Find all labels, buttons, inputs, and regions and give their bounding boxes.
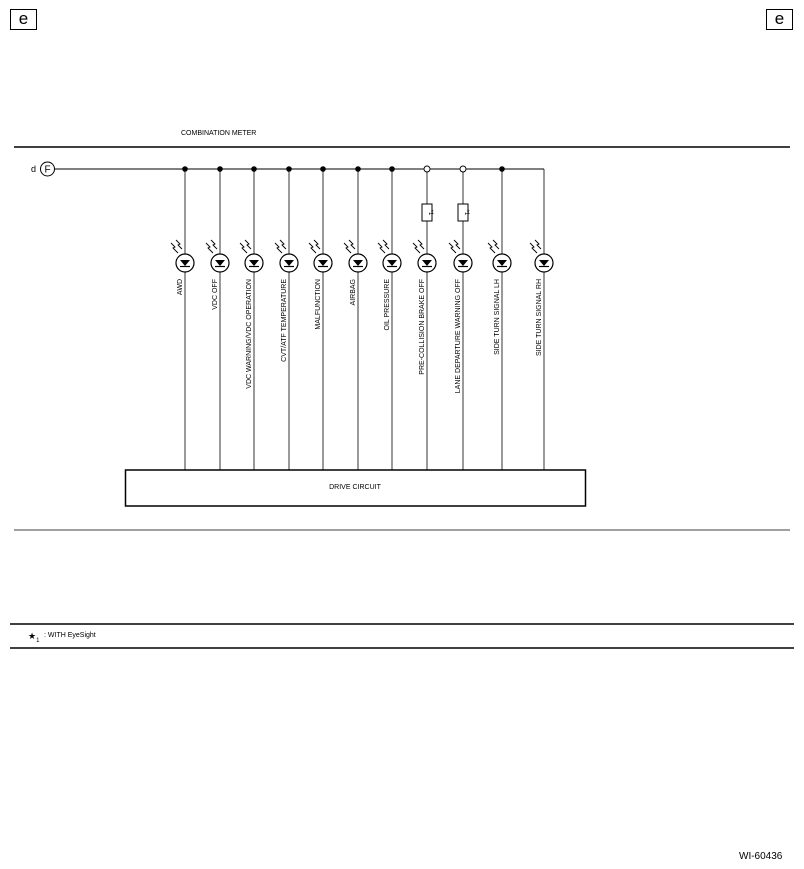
drive-circuit-label: DRIVE CIRCUIT (329, 484, 381, 491)
light-arrow-icon (314, 240, 320, 249)
note-marker-star: ★ (28, 631, 37, 641)
junction-dot (286, 166, 292, 172)
connector-symbol-letter: F (44, 164, 51, 176)
lamp-label: VDC OFF (212, 279, 219, 310)
lamp-label: AWD (177, 279, 184, 296)
note-text: : WITH EyeSight (44, 632, 96, 639)
optional-note-marker: *1 (463, 209, 469, 216)
junction-dot (499, 166, 505, 172)
light-arrow-icon (413, 243, 420, 253)
lamp-label: SIDE TURN SIGNAL RH (536, 279, 543, 357)
corner-marker-right: e (766, 9, 793, 30)
note-marker-number: 1 (36, 637, 40, 644)
light-arrow-icon (378, 243, 385, 253)
section-title: COMBINATION METER (181, 130, 257, 137)
light-arrow-icon (309, 243, 316, 253)
junction-dot (217, 166, 223, 172)
lamp-label: LANE DEPARTURE WARNING OFF (455, 279, 462, 394)
lamp-label: CVT/ATF TEMPERATURE (281, 279, 288, 362)
light-arrow-icon (176, 240, 182, 249)
light-arrow-icon (535, 240, 541, 249)
light-arrow-icon (449, 243, 456, 253)
light-arrow-icon (349, 240, 355, 249)
light-arrow-icon (383, 240, 389, 249)
junction-dot (320, 166, 326, 172)
lamp-label: PRE-COLLISION BRAKE OFF (419, 279, 426, 375)
lamp-label: OIL PRESSURE (384, 279, 391, 331)
light-arrow-icon (493, 240, 499, 249)
optional-junction (424, 166, 430, 172)
junction-dot (182, 166, 188, 172)
connector-letter: d (31, 164, 37, 174)
note-marker (28, 631, 39, 644)
light-arrow-icon (280, 240, 286, 249)
light-arrow-icon (206, 243, 213, 253)
light-arrow-icon (344, 243, 351, 253)
light-arrow-icon (240, 243, 247, 253)
junction-dot (389, 166, 395, 172)
corner-marker-left: e (10, 9, 37, 30)
light-arrow-icon (530, 243, 537, 253)
figure-code: WI-60436 (739, 851, 783, 862)
junction-dot (355, 166, 361, 172)
lamp-label: SIDE TURN SIGNAL LH (494, 279, 501, 355)
optional-note-marker: *1 (427, 209, 433, 216)
light-arrow-icon (418, 240, 424, 249)
light-arrow-icon (275, 243, 282, 253)
junction-dot (251, 166, 257, 172)
light-arrow-icon (488, 243, 495, 253)
lamp-label: AIRBAG (350, 279, 357, 306)
light-arrow-icon (454, 240, 460, 249)
lamp-label: MALFUNCTION (315, 279, 322, 330)
light-arrow-icon (171, 243, 178, 253)
lamp-label: VDC WARNING/VDC OPERATION (246, 279, 253, 389)
light-arrow-icon (245, 240, 251, 249)
light-arrow-icon (211, 240, 217, 249)
optional-junction (460, 166, 466, 172)
